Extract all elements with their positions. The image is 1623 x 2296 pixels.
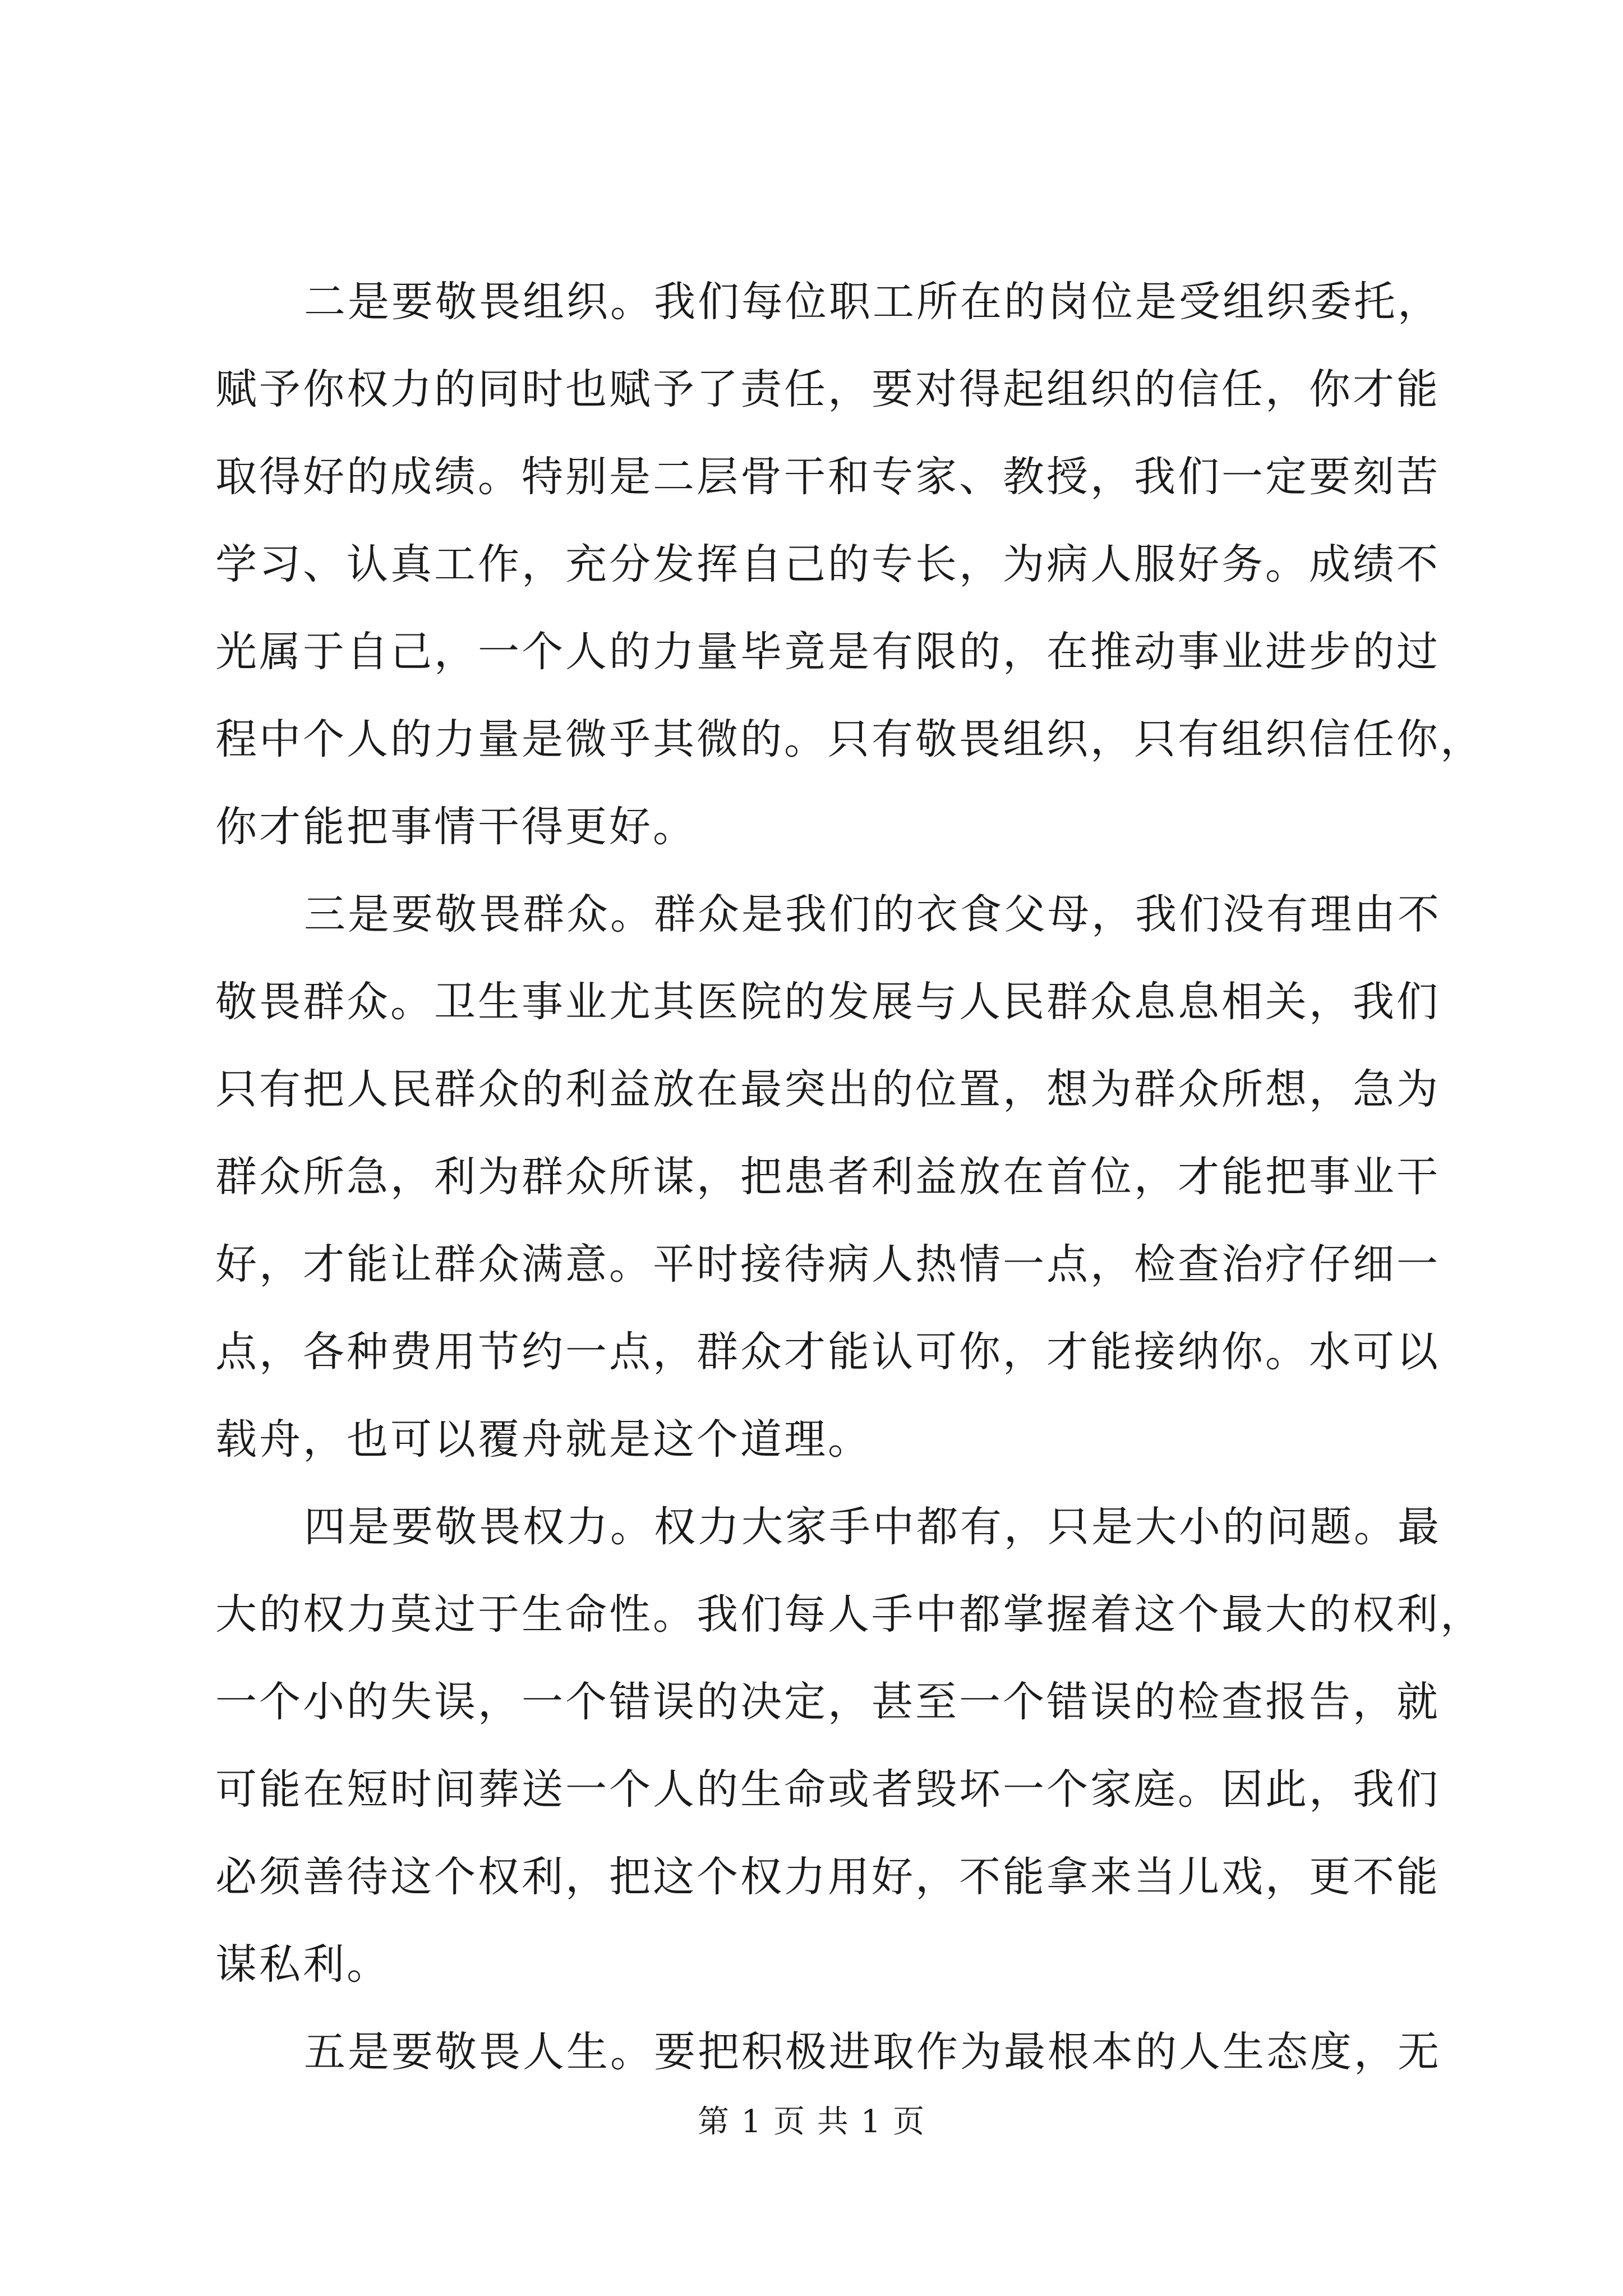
page-footer: 第 1 页 共 1 页	[697, 2104, 926, 2140]
paragraph-line: 大的权力莫过于生命性。我们每人手中都掌握着这个最大的权利，	[215, 1590, 1484, 1639]
paragraph-line: 你才能把事情干得更好。	[215, 803, 697, 851]
paragraph-line: 一个小的失误，一个错误的决定，甚至一个错误的检查报告，就	[215, 1678, 1440, 1726]
paragraph-line: 敬畏群众。卫生事业尤其医院的发展与人民群众息息相关，我们	[215, 978, 1440, 1026]
paragraph-line: 取得好的成绩。特别是二层骨干和专家、教授，我们一定要刻苦	[215, 453, 1440, 501]
paragraph-first-line: 二是要敬畏组织。我们每位职工所在的岗位是受组织委托，	[304, 278, 1441, 326]
paragraph-line: 只有把人民群众的利益放在最突出的位置，想为群众所想，急为	[215, 1065, 1440, 1114]
paragraph-line: 谋私利。	[215, 1940, 390, 1989]
paragraph-line: 光属于自己，一个人的力量毕竟是有限的，在推动事业进步的过	[215, 628, 1440, 676]
paragraph-first-line: 三是要敬畏群众。群众是我们的衣食父母，我们没有理由不	[304, 890, 1441, 938]
paragraph-line: 点，各种费用节约一点，群众才能认可你，才能接纳你。水可以	[215, 1328, 1440, 1376]
paragraph-line: 载舟，也可以覆舟就是这个道理。	[215, 1415, 872, 1464]
paragraph-line: 学习、认真工作，充分发挥自己的专长，为病人服好务。成绩不	[215, 540, 1440, 588]
paragraph-line: 群众所急，利为群众所谋，把患者利益放在首位，才能把事业干	[215, 1153, 1440, 1201]
paragraph-line: 程中个人的力量是微乎其微的。只有敬畏组织，只有组织信任你，	[215, 715, 1484, 763]
paragraph-line: 必须善待这个权利，把这个权力用好，不能拿来当儿戏，更不能	[215, 1853, 1440, 1901]
paragraph-first-line: 五是要敬畏人生。要把积极进取作为最根本的人生态度，无	[304, 2028, 1441, 2076]
paragraph-line: 可能在短时间葬送一个人的生命或者毁坏一个家庭。因此，我们	[215, 1765, 1440, 1814]
paragraph-line: 好，才能让群众满意。平时接待病人热情一点，检查治疗仔细一	[215, 1240, 1440, 1289]
document-body	[215, 258, 1484, 2096]
paragraph-line: 赋予你权力的同时也赋予了责任，要对得起组织的信任，你才能	[215, 365, 1440, 413]
paragraph-first-line: 四是要敬畏权力。权力大家手中都有，只是大小的问题。最	[304, 1503, 1441, 1551]
